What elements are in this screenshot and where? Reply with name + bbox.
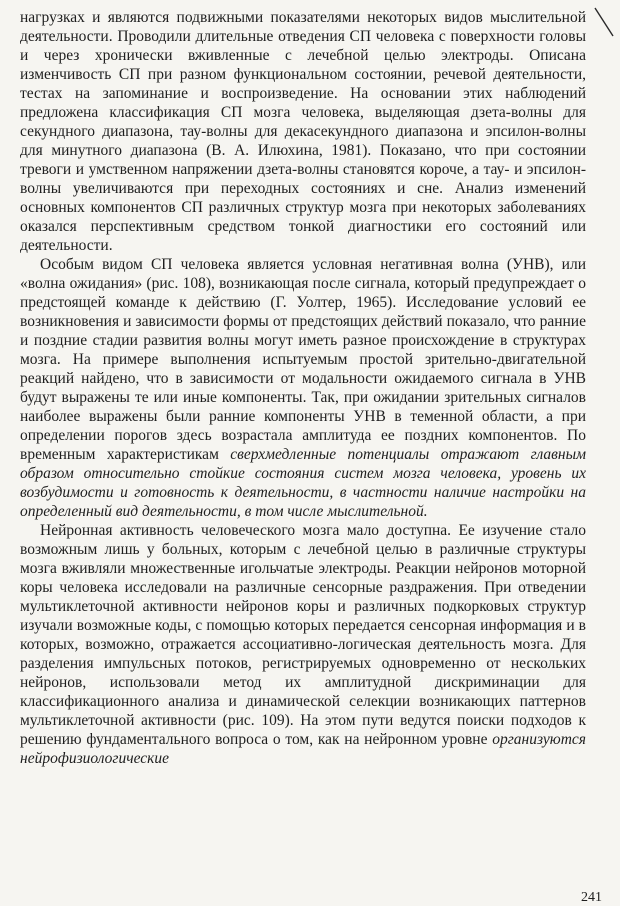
paragraph-1 (20, 8, 586, 255)
paragraph-1-text: нагрузках и являются подвижными показателями некоторых видов мыслительной деятельности. Проводили длительные отведения СП человека с поверхности головы и через хронически вживленные с лечебной целью электроды. Описана изменчивость СП при разном функциональном состоянии, речевой деятельности, тестах на запоминание и воспроизведение. На основании этих наблюдений предложена классификация СП мозга человека, выделяющая дзета-волны для секундного диапазона, тау-волны для декасекундного диапазона и эпсилон-волны для минутного диапазона (В. А. Илюхина, 1981). Показано, что при состоянии тревоги и умственном напряжении дзета-волны становятся короче, а тау- и эпсилон-волны увеличиваются при переходных состояниях и сне. Анализ изменений основных компонентов СП различных структур мозга при некоторых заболеваниях оказался перспективным средством тонкой диагностики его состояний или деятельности. (20, 9, 586, 254)
paragraph-2 (20, 255, 586, 521)
paragraph-2-italic-conclusion: сверхмедленные потенциалы отражают главным образом относительно стойкие состояния систем мозга человека, уровень их возбудимости и готовность к деятельности, в частности наличие настройки на определенный вид деятельности, в том числе мыслительной. (20, 446, 586, 520)
paragraph-2-text: Особым видом СП человека является условная негативная волна (УНВ), или «волна ожидания» (рис. 108), возникающая после сигнала, который предупреждает о предстоящей команде к действию (Г. Уолтер, 1965). Исследование условий ее возникновения и зависимости формы от предстоящих действий показало, что ранние и поздние стадии развития волны могут иметь разное происхождение в структурах мозга. На примере выполнения испытуемым простой зрительно-двигательной реакций найдено, что в зависимости от модальности ожидаемого сигнала в УНВ будут выражены те или иные компоненты. Так, при ожидании зрительных сигналов наиболее выражены были ранние компоненты УНВ в теменной области, а при определении порогов здесь возрастала амплитуда ее поздних компонентов. По временным характеристикам (20, 256, 586, 463)
paragraph-3 (20, 521, 586, 768)
paragraph-3-text: Нейронная активность человеческого мозга мало доступна. Ее изучение стало возможным лишь у больных, которым с лечебной целью в различные структуры мозга вживляли множественные игольчатые электроды. Реакции нейронов моторной коры человека исследовали на различные сенсорные раздражения. При отведении мультиклеточной активности нейронов коры и различных подкорковых структур изучали возможные коды, с помощью которых передается сенсорная информация и в которых, возможно, отражается ассоциативно-логическая деятельность мозга. Для разделения импульсных потоков, регистрируемых одновременно от нескольких нейронов, использовали метод их амплитудной дискриминации для классификационного анализа и динамической селекции возникающих паттернов мультиклеточной активности (рис. 109). На этом пути ведутся поиски подходов к решению фундаментального вопроса о том, как на нейронном уровне (20, 522, 586, 748)
scan-stroke-mark (593, 6, 617, 40)
document-page (20, 8, 586, 768)
paragraph-3-italic-ending: организуются нейрофизиологические (20, 731, 586, 767)
page-number: 241 (581, 890, 602, 905)
